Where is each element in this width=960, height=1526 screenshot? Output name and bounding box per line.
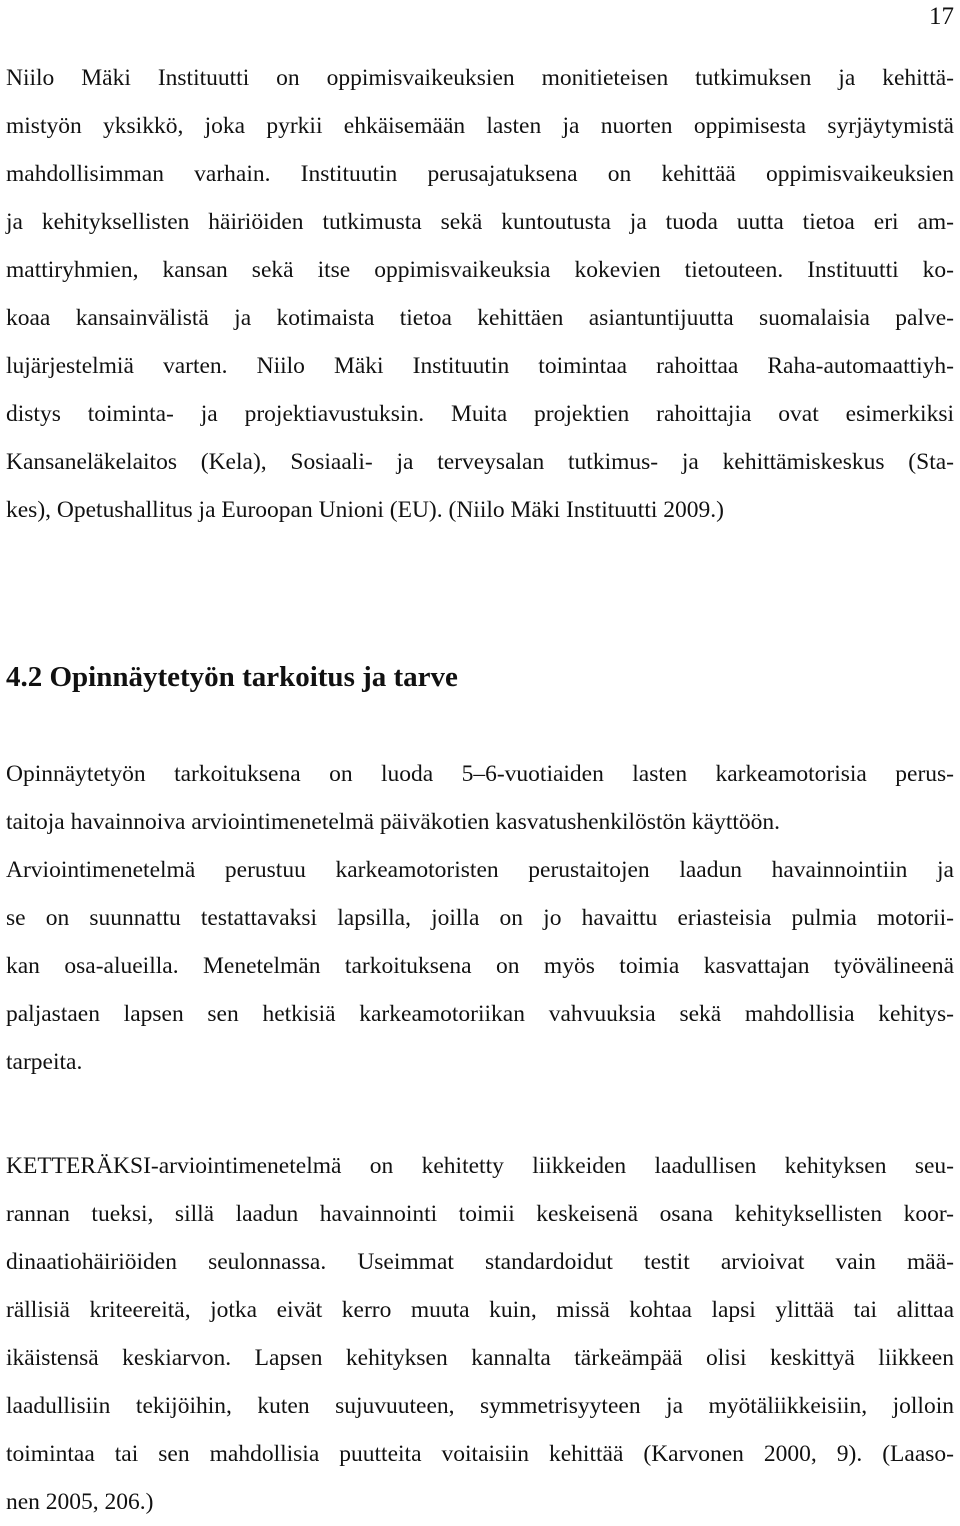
- text-line: mahdollisimman varhain. Instituutin perusajatuksena on kehittää oppimisvaikeuksien: [6, 161, 954, 187]
- text-line: toimintaa tai sen mahdollisia puutteita voitaisiin kehittää (Karvonen 2000, 9). (Laaso-: [6, 1441, 954, 1467]
- text-line: Arviointimenetelmä perustuu karkeamotoristen perustaitojen laadun havainnointiin ja: [6, 857, 954, 883]
- text-line: Niilo Mäki Instituutti on oppimisvaikeuksien monitieteisen tutkimuksen ja kehittä-: [6, 65, 954, 91]
- text-line: ikäistensä keskiarvon. Lapsen kehityksen kannalta tärkeämpää olisi keskittyä liikkeen: [6, 1345, 954, 1371]
- text-line: paljastaen lapsen sen hetkisiä karkeamotoriikan vahvuuksia sekä mahdollisia kehitys-: [6, 1001, 954, 1027]
- text-line: kes), Opetushallitus ja Euroopan Unioni (EU). (Niilo Mäki Instituutti 2009.): [6, 497, 724, 523]
- text-line: rällisiä kriteereitä, jotka eivät kerro muuta kuin, missä kohtaa lapsi ylittää tai alittaa: [6, 1297, 954, 1323]
- text-line: Kansaneläkelaitos (Kela), Sosiaali- ja terveysalan tutkimus- ja kehittämiskeskus (Sta-: [6, 449, 954, 475]
- paragraph-ketteraksi-method: [6, 1142, 954, 1526]
- text-line: tarpeita.: [6, 1049, 83, 1075]
- text-line: laadullisiin tekijöihin, kuten sujuvuuteen, symmetrisyyteen ja myötäliikkeisiin, jolloin: [6, 1393, 954, 1419]
- text-line: se on suunnattu testattavaksi lapsilla, joilla on jo havaittu eriasteisia pulmia motorii-: [6, 905, 954, 931]
- text-line: lujärjestelmiä varten. Niilo Mäki Instituutin toimintaa rahoittaa Raha-automaattiyh-: [6, 353, 954, 379]
- text-line: mistyön yksikkö, joka pyrkii ehkäisemään lasten ja nuorten oppimisesta syrjäytymistä: [6, 113, 954, 139]
- text-line: koaa kansainvälistä ja kotimaista tietoa kehittäen asiantuntijuutta suomalaisia palve-: [6, 305, 954, 331]
- text-line: Opinnäytetyön tarkoituksena on luoda 5–6-vuotiaiden lasten karkeamotorisia perus-: [6, 761, 954, 787]
- text-line: rannan tueksi, sillä laadun havainnointi toimii keskeisenä osana kehityksellisten koor-: [6, 1201, 954, 1227]
- section-heading: 4.2 Opinnäytetyön tarkoitus ja tarve: [6, 661, 458, 693]
- paragraph-institute-description: [6, 54, 954, 534]
- text-line: mattiryhmien, kansan sekä itse oppimisvaikeuksia kokevien tietouteen. Instituutti ko-: [6, 257, 954, 283]
- text-line: KETTERÄKSI-arviointimenetelmä on kehitetty liikkeiden laadullisen kehityksen seu-: [6, 1153, 954, 1179]
- page-number: 17: [929, 3, 954, 30]
- text-line: ja kehityksellisten häiriöiden tutkimusta sekä kuntoutusta ja tuoda uutta tietoa eri am-: [6, 209, 954, 235]
- text-line: kan osa-alueilla. Menetelmän tarkoituksena on myös toimia kasvattajan työvälineenä: [6, 953, 954, 979]
- paragraph-thesis-purpose: [6, 750, 954, 1086]
- text-line: nen 2005, 206.): [6, 1489, 154, 1515]
- text-line: distys toiminta- ja projektiavustuksin. Muita projektien rahoittajia ovat esimerkiksi: [6, 401, 954, 427]
- text-line: dinaatiohäiriöiden seulonnassa. Useimmat standardoidut testit arvioivat vain mää-: [6, 1249, 954, 1275]
- text-line: taitoja havainnoiva arviointimenetelmä päiväkotien kasvatushenkilöstön käyttöön.: [6, 809, 780, 835]
